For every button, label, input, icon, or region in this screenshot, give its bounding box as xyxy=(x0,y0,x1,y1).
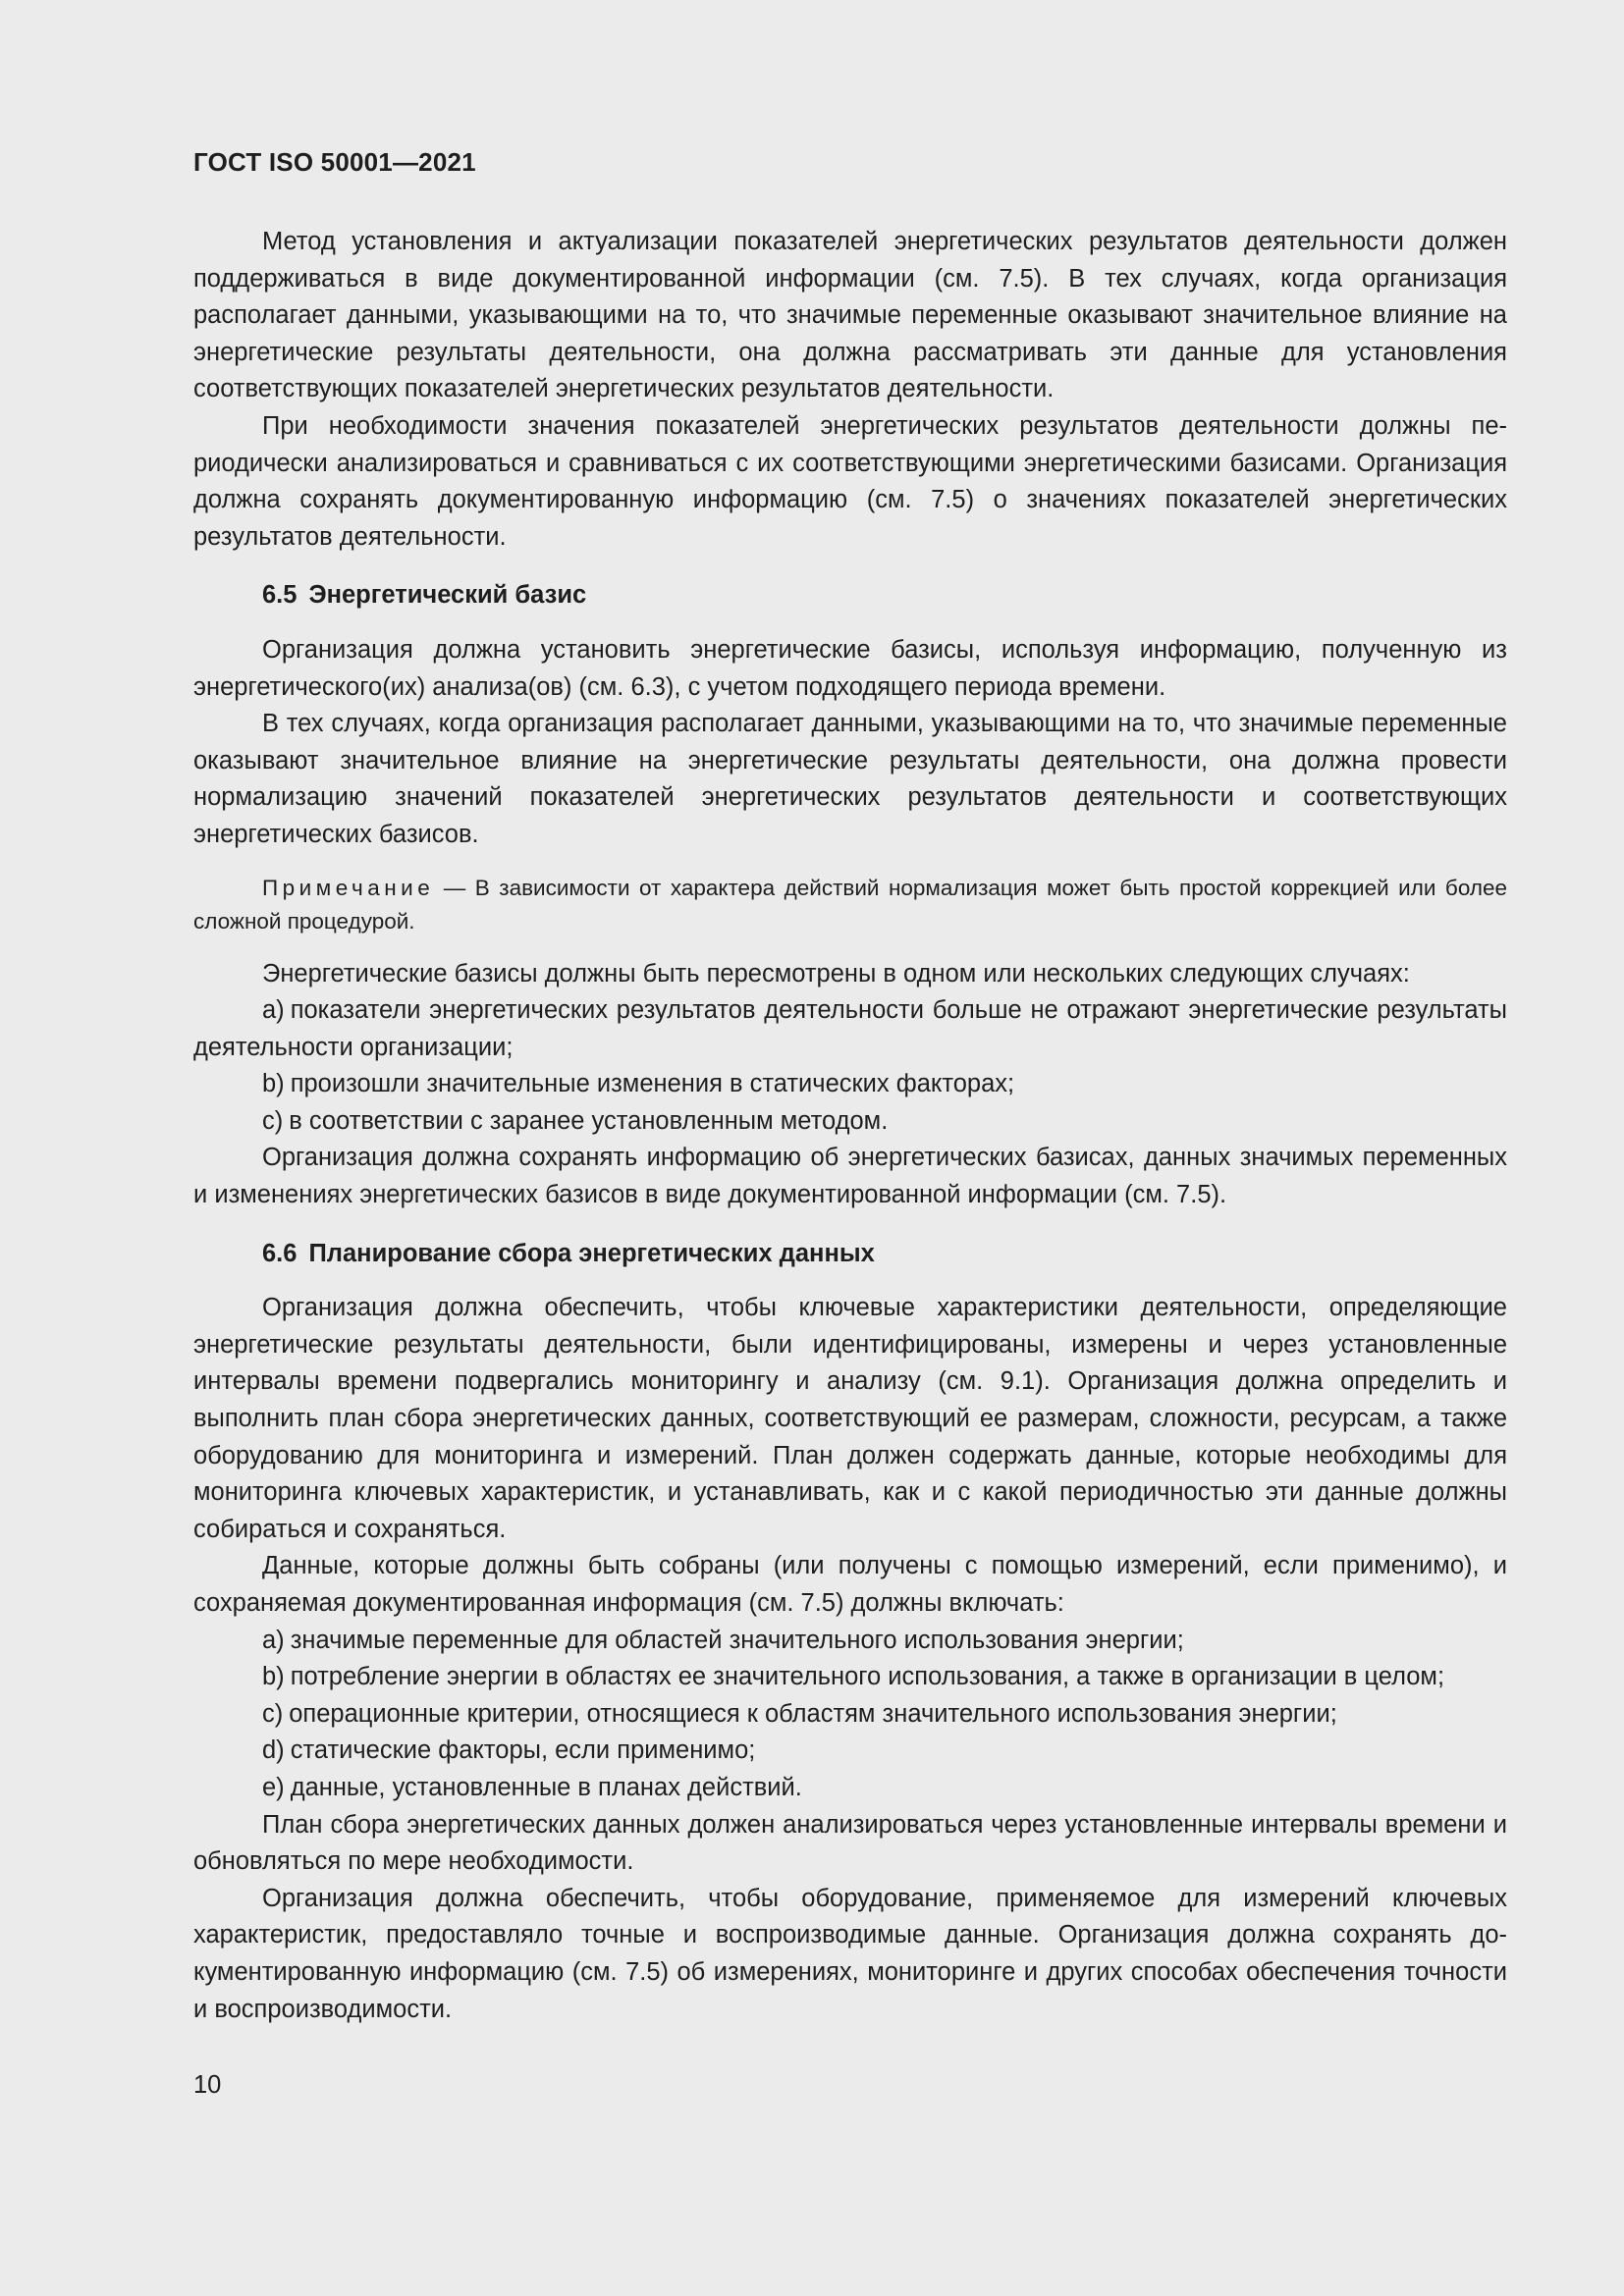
list-text: статические факторы, если применимо; xyxy=(290,1736,756,1765)
paragraph: Организация должна сохранять информацию об энергетических базисах, данных значимых переменных и изменениях энергетических базисов в виде документированной информации (см. 7.5). xyxy=(193,1144,1507,1209)
list-item xyxy=(193,1623,1507,1660)
list-marker: a) xyxy=(262,996,285,1025)
note-label: Примечание xyxy=(262,875,435,900)
list-marker: b) xyxy=(262,1663,285,1691)
paragraph: Данные, которые должны быть собраны (или получены с помощью измерений, если применимо), и сохраняемая документированная информация (см. 7.5) должны включать: xyxy=(193,1552,1507,1617)
list-text: произошли значительные изменения в статических факторах; xyxy=(290,1070,1015,1098)
list-text: показатели энергетических результатов деятельности больше не отражают энергетические результаты деятельности организации; xyxy=(193,996,1507,1061)
paragraph: Энергетические базисы должны быть пересмотрены в одном или нескольких следующих случаях: xyxy=(262,959,1410,988)
list-marker: c) xyxy=(262,1106,284,1135)
paragraph: При необходимости значения показателей энергетических результатов деятельности должны периодически анализироваться и сравниваться с их соответствующими энергетическими базисами. Организация должна сохранять документированную информацию (см. 7.5) о значениях показателей энергетических результатов деятельности. xyxy=(193,411,1507,551)
list-marker: e) xyxy=(262,1773,285,1801)
paragraph: Организация должна обеспечить, чтобы оборудование, применяемое для измерений ключевых характеристик, предоставляло точные и воспроизводимые данные. Организация должна сохранять документированную информацию (см. 7.5) об измерениях, мониторинге и других способах обеспечения точности и воспроизводимости. xyxy=(193,1884,1507,2023)
list-text: значимые переменные для областей значительного использования энергии; xyxy=(290,1626,1184,1654)
list-item xyxy=(193,1733,1507,1770)
page-number: 10 xyxy=(193,2071,222,2099)
list-text: операционные критерии, относящиеся к областям значительного использования энергии; xyxy=(289,1699,1337,1728)
section-heading-6-6 xyxy=(193,1236,1507,1273)
list-item xyxy=(193,1696,1507,1734)
note-text: — В зависимости от характера действий нормализация может быть простой коррекцией или более сложной процедурой. xyxy=(193,875,1507,934)
list-marker: b) xyxy=(262,1070,285,1098)
standard-header: ГОСТ ISO 50001—2021 xyxy=(193,147,476,177)
list-text: данные, установленные в планах действий. xyxy=(290,1773,802,1801)
list-marker: a) xyxy=(262,1626,285,1654)
list-item xyxy=(193,1770,1507,1807)
section-title: Планирование сбора энергетических данных xyxy=(308,1239,875,1267)
list-item xyxy=(193,1659,1507,1696)
list-item xyxy=(193,1066,1507,1103)
paragraph: Организация должна установить энергетические базисы, используя информацию, полученную из энергетического(их) анализа(ов) (см. 6.3), с учетом подходящего периода времени. xyxy=(193,635,1507,701)
section-number: 6.6 xyxy=(262,1239,298,1267)
note xyxy=(193,872,1507,938)
list-item xyxy=(193,992,1507,1066)
page-body xyxy=(193,224,1507,2028)
list-text: потребление энергии в областях ее значительного использования, а также в организации в целом; xyxy=(290,1663,1445,1691)
list-item xyxy=(193,1103,1507,1141)
paragraph: План сбора энергетических данных должен анализироваться через установленные интервалы времени и обновляться по мере необходимости. xyxy=(193,1810,1507,1876)
list-text: в соответствии с заранее установленным методом. xyxy=(289,1106,889,1135)
paragraph: Метод установления и актуализации показателей энергетических результатов деятельности должен поддерживаться в виде документированной информации (см. 7.5). В тех случаях, когда организация располагает данными, указывающими на то, что значимые переменные оказывают значительное влияние на энергетические результаты деятельности, она должна рассматривать эти данные для установления соответствующих показателей энергетических результатов деятельности. xyxy=(193,228,1507,403)
list-marker: d) xyxy=(262,1736,285,1765)
list-marker: c) xyxy=(262,1699,284,1728)
section-title: Энергетический базис xyxy=(308,581,587,610)
section-number: 6.5 xyxy=(262,581,298,610)
paragraph: В тех случаях, когда организация располагает данными, указывающими на то, что значимые переменные оказывают значительное влияние на энергетические результаты деятельности, она должна провести нормализацию значений показателей энергетических результатов деятельности и соответствующих энергетических базисов. xyxy=(193,710,1507,848)
paragraph: Организация должна обеспечить, чтобы ключевые характеристики деятельности, определяющие энергетические результаты деятельности, были идентифицированы, измерены и через установленные интервалы времени подвергались мониторингу и анализу (см. 9.1). Организация должна определить и выполнить план сбора энергетических данных, соответствующий ее размерам, сложности, ресурсам, а также оборудованию для мониторинга и измерений. План должен содержать данные, которые необходимы для мониторинга ключевых характеристик, и устанавливать, как и с какой периодичностью эти данные должны собираться и сохраняться. xyxy=(193,1294,1507,1543)
section-heading-6-5 xyxy=(193,577,1507,614)
